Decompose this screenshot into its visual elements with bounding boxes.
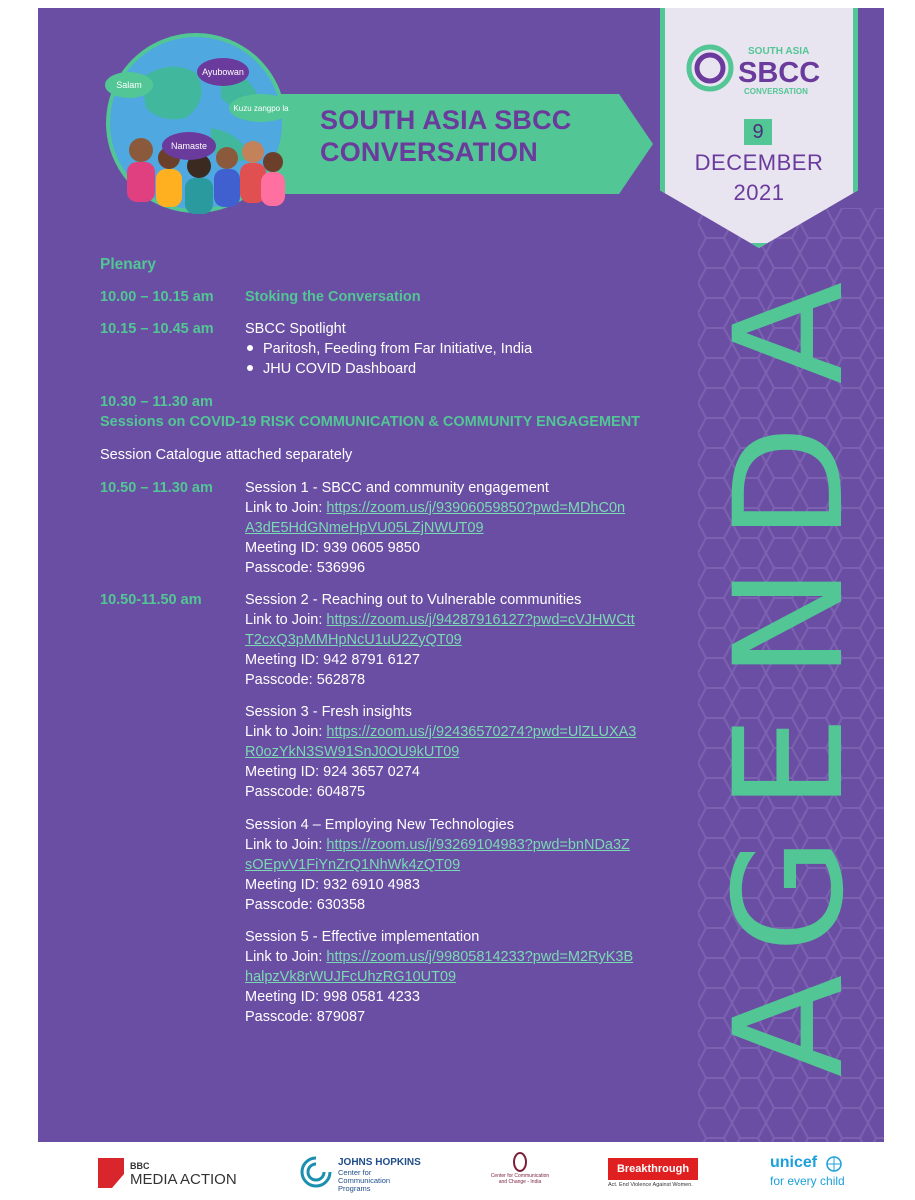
bbc-media-action-logo — [98, 1152, 238, 1192]
item-time: 10.00 – 10.15 am — [100, 289, 214, 305]
agenda-letter-g: G — [703, 836, 877, 954]
session-link-row — [245, 947, 675, 967]
bbc-top-text: BBC — [130, 1161, 150, 1171]
bullet-text: Paritosh, Feeding from Far Initiative, India — [263, 341, 533, 357]
link-label: Link to Join: — [245, 500, 327, 516]
session-title: Session 4 – Employing New Technologies — [245, 817, 514, 833]
sbcc-logo — [686, 38, 836, 98]
bbc-mark-icon — [98, 1158, 124, 1188]
ccc-text: Center for Communication and Change - India — [490, 1173, 550, 1185]
item-title: Stoking the Conversation — [245, 289, 421, 305]
bbc-bottom-text: MEDIA ACTION — [130, 1171, 237, 1188]
ccc-flame-icon — [510, 1152, 530, 1172]
meeting-id: Meeting ID: 939 0605 9850 — [245, 540, 420, 556]
zoom-link[interactable]: https://zoom.us/j/94287916127?pwd=cVJHWCtt — [326, 612, 635, 628]
unicef-text: unicef — [770, 1154, 818, 1171]
globe-illustration — [101, 28, 291, 218]
agenda-letter-a2: A — [703, 281, 877, 385]
date-year: 2021 — [733, 180, 785, 205]
link-label: Link to Join: — [245, 612, 327, 628]
agenda-letter-e: E — [703, 715, 877, 811]
agenda-poster — [38, 8, 884, 1142]
breakthrough-sub-text: Act. End Violence Against Women. — [608, 1182, 693, 1188]
agenda-letter-a1: A — [703, 974, 877, 1078]
date-month: DECEMBER — [694, 150, 824, 175]
meeting-id: Meeting ID: 942 8791 6127 — [245, 652, 420, 668]
jhu-logo — [300, 1152, 450, 1192]
session-title: Session 3 - Fresh insights — [245, 704, 412, 720]
plenary-heading: Plenary — [100, 256, 157, 273]
zoom-link[interactable]: https://zoom.us/j/93269104983?pwd=bnNDa3Z — [326, 837, 630, 853]
sessions-note: Session Catalogue attached separately — [100, 447, 353, 463]
session-title: Session 5 - Effective implementation — [245, 929, 480, 945]
session-link-row — [245, 498, 675, 518]
bullet-item — [245, 361, 416, 377]
zoom-link-cont[interactable]: sOEpvV1FiYnZrQ1NhWk4zQT09 — [245, 857, 461, 873]
session-time: 10.50-11.50 am — [100, 592, 202, 608]
unicef-logo — [770, 1152, 850, 1192]
item-time: 10.15 – 10.45 am — [100, 321, 214, 337]
passcode: Passcode: 879087 — [245, 1009, 366, 1025]
zoom-link[interactable]: https://zoom.us/j/92436570274?pwd=UlZLUXA3 — [326, 724, 637, 740]
agenda-letter-d: D — [703, 425, 877, 541]
link-label: Link to Join: — [245, 949, 327, 965]
passcode: Passcode: 604875 — [245, 784, 366, 800]
meeting-id: Meeting ID: 998 0581 4233 — [245, 989, 420, 1005]
bubble-ayubowan: Ayubowan — [202, 67, 244, 77]
jhu-swirl-icon — [300, 1156, 332, 1188]
unicef-sub-text: for every child — [770, 1174, 845, 1188]
date-day: 9 — [744, 119, 772, 145]
zoom-link-cont[interactable]: R0ozYkN3SW91SnJ0OU9kUT09 — [245, 744, 460, 760]
session-block — [245, 590, 675, 690]
logo-sub-text: CONVERSATION — [744, 87, 808, 96]
session-block — [245, 815, 675, 915]
bullet-text: JHU COVID Dashboard — [263, 361, 417, 377]
sessions-time: 10.30 – 11.30 am — [100, 394, 213, 410]
logo-small-text: SOUTH ASIA — [748, 46, 810, 57]
zoom-link[interactable]: https://zoom.us/j/93906059850?pwd=MDhC0n — [326, 500, 626, 516]
session-block — [245, 702, 675, 802]
jhu-top-text: JOHNS HOPKINS — [338, 1157, 421, 1168]
meeting-id: Meeting ID: 932 6910 4983 — [245, 877, 420, 893]
bubble-kuzu: Kuzu zangpo la — [233, 104, 289, 113]
session-time: 10.50 – 11.30 am — [100, 480, 213, 496]
passcode: Passcode: 562878 — [245, 672, 366, 688]
bubble-namaste: Namaste — [170, 141, 208, 151]
link-label: Link to Join: — [245, 837, 327, 853]
breakthrough-text: Breakthrough — [608, 1158, 698, 1180]
bubble-salam: Salam — [116, 80, 142, 90]
session-title: Session 2 - Reaching out to Vulnerable communities — [245, 592, 582, 608]
breakthrough-logo — [608, 1152, 700, 1192]
session-link-row — [245, 722, 675, 742]
bullet-dot — [247, 345, 253, 351]
page-title: SOUTH ASIA SBCC CONVERSATION — [320, 105, 572, 167]
logo-big-text: SBCC — [738, 57, 821, 89]
session-link-row — [245, 835, 675, 855]
partner-logos — [0, 1142, 915, 1200]
sessions-title: Sessions on COVID-19 RISK COMMUNICATION & COMMUNITY ENGAGEMENT — [100, 414, 641, 430]
session-link-row — [245, 610, 675, 630]
bullet-item — [245, 341, 532, 357]
meeting-id: Meeting ID: 924 3657 0274 — [245, 764, 420, 780]
link-label: Link to Join: — [245, 724, 327, 740]
session-block — [245, 478, 675, 578]
bullet-dot — [247, 365, 253, 371]
session-block — [245, 927, 675, 1027]
jhu-bottom-text: Center for Communication Programs — [338, 1168, 391, 1193]
zoom-link-cont[interactable]: halpzVk8rWUJFcUhzRG10UT09 — [245, 969, 457, 985]
agenda-letter-n: N — [703, 566, 877, 680]
session-title: Session 1 - SBCC and community engagement — [245, 480, 549, 496]
zoom-link-cont[interactable]: T2cxQ3pMMHpNcU1uU2ZyQT09 — [245, 632, 462, 648]
passcode: Passcode: 630358 — [245, 897, 366, 913]
zoom-link[interactable]: https://zoom.us/j/99805814233?pwd=M2RyK3B — [326, 949, 634, 965]
unicef-globe-icon — [826, 1156, 842, 1172]
zoom-link-cont[interactable]: A3dE5HdGNmeHpVU05LZjNWUT09 — [245, 520, 484, 536]
passcode: Passcode: 536996 — [245, 560, 366, 576]
ccc-logo — [490, 1152, 550, 1192]
item-title: SBCC Spotlight — [245, 321, 346, 337]
